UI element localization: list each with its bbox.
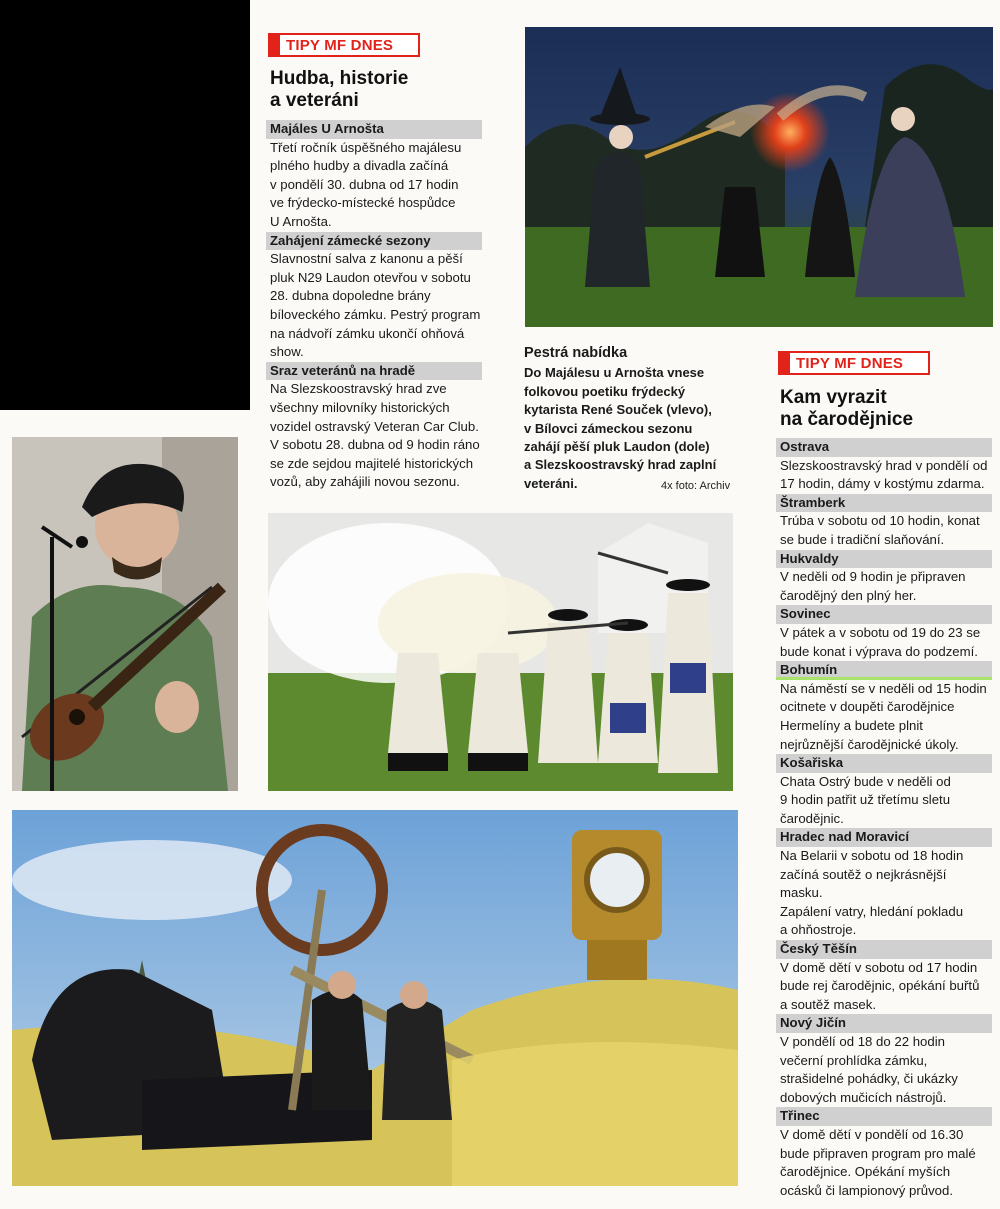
witches-photo [525, 27, 993, 327]
title-line-1: Hudba, historie [270, 68, 409, 89]
title-line-2: a veteráni [270, 90, 359, 111]
photo-caption [524, 344, 754, 493]
section-text-line: strašidelné pohádky, či ukázky [780, 1071, 958, 1087]
section-text-line: Slavnostní salva z kanonu a pěší [270, 251, 463, 267]
section-text-line: V pátek a v sobotu od 19 do 23 se [780, 624, 981, 640]
section-text-line: Zapálení vatry, hledání pokladu [780, 903, 964, 919]
section-text-line: bíloveckého zámku. Pestrý program [270, 306, 481, 322]
section-text-line: V pondělí od 18 do 22 hodin [780, 1034, 945, 1049]
section-text-line: se bude i tradiční slaňování. [780, 531, 945, 547]
section-text-line: V neděli od 9 hodin je připraven [780, 569, 966, 585]
section-heading: Třinec [776, 1107, 992, 1126]
section-text-line: čarodějnice. Opékání myších [780, 1164, 951, 1180]
section-text-line: a soutěž masek. [780, 996, 877, 1012]
section-text-line: Na Belarii v sobotu od 18 hodin [780, 848, 964, 864]
caption-title: Pestrá nabídka [524, 345, 628, 361]
veteran-car-photo [12, 810, 738, 1186]
badge-label: TIPY MF DNES [796, 355, 904, 372]
section-text-line: V domě dětí v sobotu od 17 hodin [780, 959, 978, 975]
section-text-line: a ohňostroje. [780, 922, 857, 938]
section-text-line: V domě dětí v pondělí od 16.30 [780, 1126, 964, 1142]
section-text-line: V sobotu 28. dubna od 9 hodin ráno [270, 437, 480, 453]
right-article-body [780, 438, 992, 1200]
section-text-line: začíná soutěž o nejkrásnější masku. [780, 866, 947, 901]
section-text-line: Slezskoostravský hrad v pondělí od [780, 457, 988, 473]
section-heading: Sovinec [776, 605, 992, 624]
section-text-line: vozů, aby zahájili novou sezonu. [270, 474, 460, 490]
caption-line: a Slezskoostravský hrad zaplní [524, 457, 717, 473]
section-text-line: bude rej čarodějnic, opékání buřtů [780, 978, 980, 994]
section-text-line: v pondělí 30. dubna od 17 hodin [270, 176, 459, 192]
section-heading: Nový Jičín [776, 1014, 992, 1033]
section-heading: Košařiska [776, 754, 992, 773]
section-heading: Štramberk [776, 494, 992, 513]
section-text-line: ocitnete v doupěti čarodějnice [780, 699, 955, 715]
section-text-line: show. [270, 344, 304, 360]
section-heading: Bohumín [776, 661, 992, 680]
title-line-1: Kam vyrazit [780, 387, 887, 408]
section-text-line: Chata Ostrý bude v neděli od [780, 773, 951, 789]
section-text-line: Třetí ročník úspěšného majálesu [270, 139, 462, 155]
section-heading: Hukvaldy [776, 550, 992, 569]
section-text-line: večerní prohlídka zámku, [780, 1052, 928, 1068]
badge-label: TIPY MF DNES [286, 37, 394, 54]
article-title-right [780, 387, 913, 431]
section-text-line: vozidel ostravský Veteran Car Club. [270, 418, 479, 434]
section-text-line: všechny milovníky historických [270, 399, 450, 415]
section-text-line: Na Slezskoostravský hrad zve [270, 381, 447, 397]
section-heading: Zahájení zámecké sezony [266, 232, 482, 251]
section-text-line: pluk N29 Laudon otevřou v sobotu [270, 269, 471, 285]
section-text-line: 28. dubna dopoledne brány [270, 288, 431, 304]
section-text-line: 17 hodin, dámy v kostýmu zdarma. [780, 476, 985, 492]
caption-line: v Bílovci zámeckou sezonu [524, 420, 693, 436]
section-text-line: U Arnošta. [270, 213, 332, 229]
section-text-line: bude konat i výprava do podzemí. [780, 643, 978, 659]
section-heading: Majáles U Arnošta [266, 120, 482, 139]
section-text-line: ve frýdecko-místecké hospůdce [270, 195, 456, 211]
section-text-line: 9 hodin patřit už třetímu sletu [780, 792, 951, 808]
caption-line: folkovou poetiku frýdecký [524, 383, 686, 399]
badge-red-bar [270, 35, 280, 55]
section-text-line: čarodějnic. [780, 810, 844, 826]
section-text-line: Hermelíny a budete plnit [780, 717, 923, 733]
badge-red-bar [780, 353, 790, 373]
section-heading: Český Těšín [776, 940, 992, 959]
tipy-badge-right [778, 351, 930, 375]
section-text-line: dobových mučicích nástrojů. [780, 1089, 947, 1105]
caption-line: veteráni. [524, 475, 578, 491]
tipy-badge-left [268, 33, 420, 57]
section-text-line: se zde sejdou majitelé historických [270, 455, 474, 471]
section-text-line: Trúba v sobotu od 10 hodin, konat [780, 513, 980, 529]
section-heading: Hradec nad Moravicí [776, 828, 992, 847]
section-text-line: bude připraven program pro malé [780, 1145, 976, 1161]
section-heading: Sraz veteránů na hradě [266, 362, 482, 381]
photo-credit: 4x foto: Archiv [661, 480, 731, 492]
redacted-block [0, 0, 250, 410]
section-text-line: plného hudby a divadla začíná [270, 158, 449, 174]
section-text-line: nejrůznější čarodějnické úkoly. [780, 736, 959, 752]
left-article-body [270, 120, 482, 492]
title-line-2: na čarodějnice [780, 409, 914, 430]
section-text-line: ocásků či lampionový průvod. [780, 1182, 953, 1198]
caption-line: kytarista René Souček (vlevo), [524, 402, 712, 418]
caption-line: zahájí pěší pluk Laudon (dole) [524, 439, 710, 455]
section-text-line: na nádvoří zámku ukončí ohňová [270, 325, 465, 341]
caption-text [524, 364, 754, 493]
guitarist-photo [12, 437, 238, 791]
section-heading: Ostrava [776, 438, 992, 457]
section-text-line: Na náměstí se v neděli od 15 hodin [780, 680, 987, 696]
soldiers-photo [268, 513, 733, 791]
section-text-line: čarodějný den plný her. [780, 587, 917, 603]
article-title-left [270, 68, 408, 112]
caption-line: Do Majálesu u Arnošta vnese [524, 365, 705, 381]
